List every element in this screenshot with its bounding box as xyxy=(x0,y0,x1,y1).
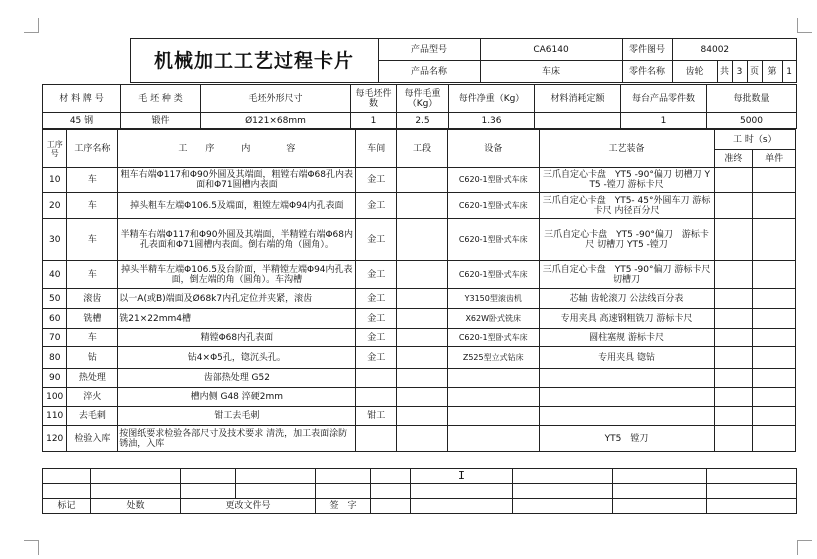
pieces-per-blank-value[interactable]: 1 xyxy=(351,113,397,129)
revision-block xyxy=(42,468,797,514)
workshop-header: 车间 xyxy=(356,130,397,168)
op-section[interactable] xyxy=(397,261,448,289)
revision-cell[interactable] xyxy=(371,499,411,514)
op-tooling[interactable]: 芯轴 齿轮滚刀 公法线百分表 xyxy=(539,289,714,309)
blank-type-header: 毛 坯 种 类 xyxy=(121,85,201,113)
revision-cell[interactable] xyxy=(236,469,316,484)
op-equipment[interactable]: C620-1型卧式车床 xyxy=(447,219,539,261)
mark-label: 标记 xyxy=(43,499,91,514)
op-seq[interactable]: 30 xyxy=(43,219,67,261)
op-seq[interactable]: 80 xyxy=(43,347,67,369)
op-section[interactable] xyxy=(397,219,448,261)
part-number-value[interactable]: 84002 xyxy=(672,39,796,61)
part-number-label: 零件图号 xyxy=(622,39,672,61)
unit-time-header: 单件 xyxy=(753,150,796,168)
op-prep-time[interactable] xyxy=(714,193,753,219)
material-quota-value[interactable] xyxy=(535,113,621,129)
table-row xyxy=(43,309,796,329)
revision-cell[interactable] xyxy=(181,469,236,484)
batch-qty-header: 每批数量 xyxy=(707,85,797,113)
table-row xyxy=(43,347,796,369)
op-prep-time[interactable] xyxy=(714,329,753,347)
product-name-value[interactable]: 车床 xyxy=(480,61,622,83)
op-seq[interactable]: 100 xyxy=(43,388,67,407)
op-section[interactable] xyxy=(397,388,448,407)
revision-cell[interactable] xyxy=(411,499,513,514)
table-row xyxy=(43,168,796,193)
product-name-label: 产品名称 xyxy=(378,61,480,83)
section-header: 工段 xyxy=(397,130,448,168)
op-name[interactable]: 钻 xyxy=(67,347,118,369)
op-unit-time[interactable] xyxy=(753,289,796,309)
op-unit-time[interactable] xyxy=(753,193,796,219)
card-header xyxy=(42,38,797,83)
revision-cell[interactable] xyxy=(613,499,707,514)
revision-cell[interactable] xyxy=(371,469,411,484)
table-row xyxy=(43,329,796,347)
revision-cell[interactable] xyxy=(91,484,181,499)
op-tooling[interactable] xyxy=(539,369,714,388)
material-table xyxy=(42,84,797,129)
op-seq[interactable]: 110 xyxy=(43,407,67,426)
op-content[interactable]: 钳工去毛刺 xyxy=(118,407,356,426)
op-seq[interactable]: 10 xyxy=(43,168,67,193)
operations-table xyxy=(42,129,796,452)
op-tooling[interactable]: 三爪自定心卡盘 YT5- 45°外圆车刀 游标卡尺 内径百分尺 xyxy=(539,193,714,219)
total-pages-label: 共 xyxy=(717,61,732,83)
table-row xyxy=(43,388,796,407)
op-workshop[interactable]: 金工 xyxy=(356,289,397,309)
op-workshop[interactable]: 金工 xyxy=(356,193,397,219)
op-name[interactable]: 去毛刺 xyxy=(67,407,118,426)
op-prep-time[interactable] xyxy=(714,261,753,289)
op-equipment[interactable] xyxy=(447,407,539,426)
op-prep-time[interactable] xyxy=(714,168,753,193)
op-seq[interactable]: 20 xyxy=(43,193,67,219)
op-equipment[interactable]: X62W卧式铣床 xyxy=(447,309,539,329)
op-workshop[interactable]: 钳工 xyxy=(356,407,397,426)
op-tooling[interactable]: YT5 镗刀 xyxy=(539,426,714,452)
op-unit-time[interactable] xyxy=(753,388,796,407)
table-row xyxy=(43,261,796,289)
op-content[interactable]: 半精车右端Φ117和Φ90外圆及其端面，半精镗右端Φ68内孔表面和Φ71圆槽内表面。倒右端的角（圆角）。 xyxy=(118,219,356,261)
op-name[interactable]: 检验入库 xyxy=(67,426,118,452)
material-quota-header: 材料消耗定额 xyxy=(535,85,621,113)
op-name[interactable]: 热处理 xyxy=(67,369,118,388)
op-content[interactable]: 掉头粗车左端Φ106.5及端面，粗镗左端Φ94内孔表面 xyxy=(118,193,356,219)
revision-cell[interactable] xyxy=(613,469,707,484)
op-equipment[interactable]: C620-1型卧式车床 xyxy=(447,193,539,219)
revision-cell[interactable] xyxy=(316,484,371,499)
op-section[interactable] xyxy=(397,193,448,219)
op-workshop[interactable] xyxy=(356,369,397,388)
op-content[interactable]: 齿部热处理 G52 xyxy=(118,369,356,388)
revision-cell[interactable] xyxy=(513,499,613,514)
pieces-per-blank-header: 每毛坯件数 xyxy=(351,85,397,113)
revision-cell[interactable] xyxy=(411,484,513,499)
op-equipment[interactable]: Y3150型滚齿机 xyxy=(447,289,539,309)
op-prep-time[interactable] xyxy=(714,369,753,388)
op-prep-time[interactable] xyxy=(714,347,753,369)
op-unit-time[interactable] xyxy=(753,329,796,347)
op-content[interactable]: 按图纸要求检验各部尺寸及技术要求 清洗，加工表面涂防锈油，入库 xyxy=(118,426,356,452)
op-unit-time[interactable] xyxy=(753,407,796,426)
revision-cell[interactable] xyxy=(707,469,797,484)
op-name[interactable]: 车 xyxy=(67,329,118,347)
op-workshop[interactable]: 金工 xyxy=(356,347,397,369)
op-content[interactable]: 粗车右端Φ117和Φ90外圆及其端面，粗镗右端Φ68孔内表面和Φ71圆槽内表面 xyxy=(118,168,356,193)
op-unit-time[interactable] xyxy=(753,369,796,388)
revision-cell[interactable] xyxy=(707,484,797,499)
op-name[interactable]: 滚齿 xyxy=(67,289,118,309)
blank-type-value[interactable]: 锻件 xyxy=(121,113,201,129)
op-prep-time[interactable] xyxy=(714,309,753,329)
op-tooling[interactable] xyxy=(539,388,714,407)
op-equipment[interactable] xyxy=(447,369,539,388)
table-row xyxy=(43,193,796,219)
corner-mark-bottom-left xyxy=(24,540,39,555)
op-name[interactable]: 车 xyxy=(67,261,118,289)
op-seq[interactable]: 40 xyxy=(43,261,67,289)
corner-mark-top-left xyxy=(24,18,39,33)
op-name[interactable]: 淬火 xyxy=(67,388,118,407)
revision-row xyxy=(43,499,797,514)
op-prep-time[interactable] xyxy=(714,289,753,309)
op-content[interactable]: 槽内侧 G48 淬硬2mm xyxy=(118,388,356,407)
blank-size-header: 毛坯外形尺寸 xyxy=(201,85,351,113)
revision-row xyxy=(43,484,797,499)
op-unit-time[interactable] xyxy=(753,219,796,261)
op-content[interactable]: 钻4×Φ5孔，锪沉头孔。 xyxy=(118,347,356,369)
text-cursor: I xyxy=(411,469,513,484)
material-grade-value[interactable]: 45 钢 xyxy=(43,113,121,129)
revision-cell[interactable] xyxy=(43,469,91,484)
table-row xyxy=(43,426,796,452)
op-equipment[interactable] xyxy=(447,426,539,452)
op-content-header: 工 序 内 容 xyxy=(118,130,356,168)
revision-cell[interactable] xyxy=(513,484,613,499)
gross-weight-value[interactable]: 2.5 xyxy=(397,113,449,129)
count-label: 处数 xyxy=(91,499,181,514)
revision-cell[interactable] xyxy=(91,469,181,484)
page-unit: 页 xyxy=(747,61,762,83)
total-pages-value[interactable]: 3 xyxy=(732,61,747,83)
op-workshop[interactable] xyxy=(356,426,397,452)
op-workshop[interactable]: 金工 xyxy=(356,168,397,193)
op-section[interactable] xyxy=(397,289,448,309)
op-workshop[interactable]: 金工 xyxy=(356,309,397,329)
revision-cell[interactable] xyxy=(316,469,371,484)
signature-label: 签 字 xyxy=(316,499,371,514)
op-tooling[interactable]: 专用夹具 高速钢粗铣刀 游标卡尺 xyxy=(539,309,714,329)
op-section[interactable] xyxy=(397,426,448,452)
part-name-label: 零件名称 xyxy=(622,61,672,83)
op-tooling[interactable]: 专用夹具 锪钻 xyxy=(539,347,714,369)
op-workshop[interactable]: 金工 xyxy=(356,219,397,261)
op-seq[interactable]: 90 xyxy=(43,369,67,388)
op-prep-time[interactable] xyxy=(714,219,753,261)
op-name[interactable]: 铣槽 xyxy=(67,309,118,329)
op-workshop[interactable]: 金工 xyxy=(356,261,397,289)
op-name[interactable]: 车 xyxy=(67,168,118,193)
op-tooling[interactable]: 三爪自定心卡盘 YT5 -90°偏刀 游标卡尺 切槽刀 xyxy=(539,261,714,289)
revision-cell[interactable] xyxy=(707,499,797,514)
op-equipment[interactable]: Z525型立式钻床 xyxy=(447,347,539,369)
corner-mark-top-right xyxy=(797,18,812,33)
corner-mark-bottom-right xyxy=(797,540,812,555)
op-tooling[interactable]: 圆柱塞规 游标卡尺 xyxy=(539,329,714,347)
material-grade-header: 材 料 牌 号 xyxy=(43,85,121,113)
op-unit-time[interactable] xyxy=(753,261,796,289)
revision-cell[interactable] xyxy=(236,484,316,499)
op-prep-time[interactable] xyxy=(714,407,753,426)
op-equipment[interactable]: C620-1型卧式车床 xyxy=(447,168,539,193)
revision-cell[interactable] xyxy=(181,484,236,499)
tooling-header: 工艺装备 xyxy=(539,130,714,168)
op-seq[interactable]: 70 xyxy=(43,329,67,347)
op-section[interactable] xyxy=(397,329,448,347)
current-page-value[interactable]: 1 xyxy=(782,61,796,83)
op-seq[interactable]: 60 xyxy=(43,309,67,329)
op-seq[interactable]: 120 xyxy=(43,426,67,452)
op-content[interactable]: 铣21×22mm4槽 xyxy=(118,309,356,329)
op-workshop[interactable]: 金工 xyxy=(356,329,397,347)
change-doc-label: 更改文件号 xyxy=(181,499,316,514)
equipment-header: 设备 xyxy=(447,130,539,168)
prep-time-header: 准终 xyxy=(714,150,753,168)
op-section[interactable] xyxy=(397,168,448,193)
seq-header: 工序号 xyxy=(43,130,67,168)
op-prep-time[interactable] xyxy=(714,388,753,407)
parts-per-product-header: 每台产品零件数 xyxy=(621,85,707,113)
blank-size-value[interactable]: Ø121×68mm xyxy=(201,113,351,129)
op-equipment[interactable]: C620-1型卧式车床 xyxy=(447,261,539,289)
net-weight-header: 每件净重（Kg） xyxy=(449,85,535,113)
op-unit-time[interactable] xyxy=(753,168,796,193)
revision-cell[interactable] xyxy=(43,484,91,499)
op-section[interactable] xyxy=(397,369,448,388)
revision-cell[interactable] xyxy=(513,469,613,484)
part-name-value[interactable]: 齿轮 xyxy=(672,61,717,83)
op-name[interactable]: 车 xyxy=(67,193,118,219)
table-row xyxy=(43,407,796,426)
product-model-label: 产品型号 xyxy=(378,39,480,61)
op-workshop[interactable] xyxy=(356,388,397,407)
op-tooling[interactable] xyxy=(539,407,714,426)
op-section[interactable] xyxy=(397,407,448,426)
product-model-value[interactable]: CA6140 xyxy=(480,39,622,61)
op-section[interactable] xyxy=(397,309,448,329)
op-unit-time[interactable] xyxy=(753,347,796,369)
op-content[interactable]: 精镗Φ68内孔表面 xyxy=(118,329,356,347)
table-row xyxy=(43,369,796,388)
card-title: 机械加工工艺过程卡片 xyxy=(130,39,378,83)
op-equipment[interactable]: C620-1型卧式车床 xyxy=(447,329,539,347)
time-header: 工 时（s） xyxy=(714,130,795,150)
op-name[interactable]: 车 xyxy=(67,219,118,261)
op-tooling[interactable]: 三爪自定心卡盘 YT5 -90°偏刀 切槽刀 YT5 -镗刀 游标卡尺 xyxy=(539,168,714,193)
table-row xyxy=(43,289,796,309)
op-content[interactable]: 以一A(或B)端面及Ø68k7内孔定位并夹紧，滚齿 xyxy=(118,289,356,309)
op-section[interactable] xyxy=(397,347,448,369)
op-prep-time[interactable] xyxy=(714,426,753,452)
op-equipment[interactable] xyxy=(447,388,539,407)
op-unit-time[interactable] xyxy=(753,426,796,452)
current-page-label: 第 xyxy=(762,61,782,83)
op-tooling[interactable]: 三爪自定心卡盘 YT5 -90°偏刀 游标卡尺 切槽刀 YT5 -镗刀 xyxy=(539,219,714,261)
op-seq[interactable]: 50 xyxy=(43,289,67,309)
table-row xyxy=(43,219,796,261)
op-unit-time[interactable] xyxy=(753,309,796,329)
revision-cell[interactable] xyxy=(371,484,411,499)
op-name-header: 工序名称 xyxy=(67,130,118,168)
batch-qty-value[interactable]: 5000 xyxy=(707,113,797,129)
gross-weight-header: 每件毛重（Kg） xyxy=(397,85,449,113)
net-weight-value[interactable]: 1.36 xyxy=(449,113,535,129)
revision-cell[interactable] xyxy=(613,484,707,499)
revision-row xyxy=(43,469,797,484)
op-content[interactable]: 掉头半精车左端Φ106.5及台阶面，半精镗左端Φ94内孔表面，倒左端的角（圆角）。车沟槽 xyxy=(118,261,356,289)
header-blank xyxy=(42,39,130,83)
parts-per-product-value[interactable]: 1 xyxy=(621,113,707,129)
